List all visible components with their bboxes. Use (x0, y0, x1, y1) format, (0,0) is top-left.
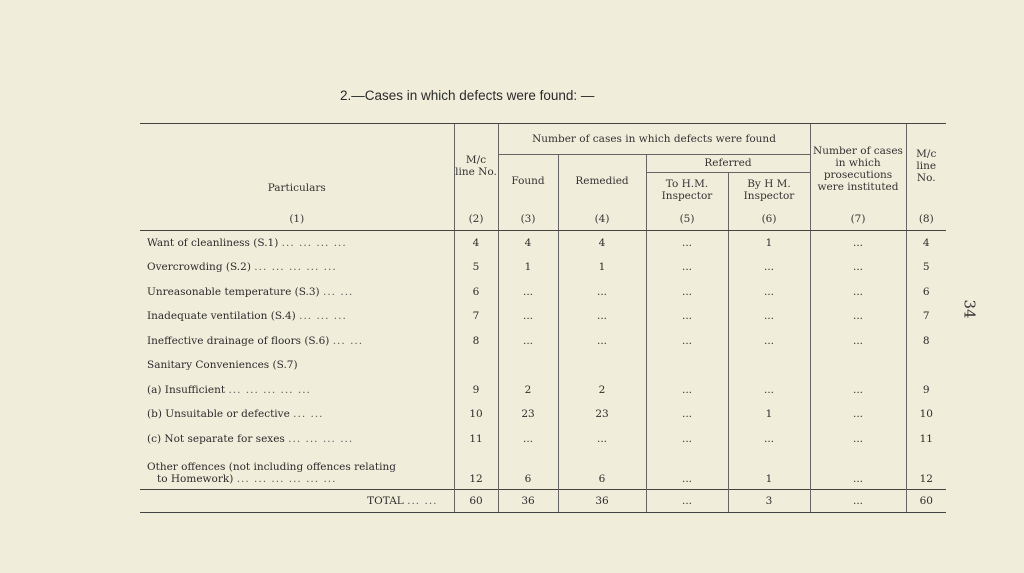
leader-dots: ... ... (293, 408, 324, 421)
cell-to-hm: ... (646, 451, 728, 490)
cell-to-hm: ... (646, 280, 728, 305)
header-mc-line-no-8: M/c line No. (906, 124, 946, 208)
cell-prosecutions (810, 353, 906, 378)
cell-found: 2 (498, 378, 558, 403)
table-row (140, 280, 946, 305)
cell-by-hm: ... (728, 280, 810, 305)
leader-dots: ... ... (407, 495, 438, 507)
cell-found: 23 (498, 402, 558, 427)
col-num-1: (1) (140, 208, 454, 230)
cell-found: ... (498, 329, 558, 354)
leader-dots: ... ... (323, 285, 354, 298)
col-num-5: (5) (646, 208, 728, 230)
cell-remedied: 36 (558, 490, 646, 513)
cell-mc8: 5 (906, 255, 946, 280)
col-num-4: (4) (558, 208, 646, 230)
defects-table (140, 123, 946, 513)
col-num-6: (6) (728, 208, 810, 230)
table-heading: 2.—Cases in which defects were found: — (340, 88, 595, 103)
total-label: TOTAL (367, 495, 404, 507)
cell-remedied: 23 (558, 402, 646, 427)
cell-prosecutions: ... (810, 304, 906, 329)
cell-prosecutions: ... (810, 329, 906, 354)
row-label: Unreasonable temperature (S.3) (147, 285, 320, 298)
col-num-7: (7) (810, 208, 906, 230)
table-row (140, 304, 946, 329)
cell-mc8: 4 (906, 230, 946, 255)
row-label: (b) Unsuitable or defective (147, 408, 290, 421)
cell-mc: 5 (454, 255, 498, 280)
table-row (140, 329, 946, 354)
row-label: (a) Insufficient (147, 383, 226, 396)
cell-mc: 8 (454, 329, 498, 354)
cell-prosecutions: ... (810, 490, 906, 513)
cell-remedied: 6 (558, 451, 646, 490)
cell-mc: 11 (454, 427, 498, 452)
cell-mc: 4 (454, 230, 498, 255)
cell-to-hm: ... (646, 255, 728, 280)
cell-mc8: 11 (906, 427, 946, 452)
cell-by-hm: ... (728, 304, 810, 329)
cell-by-hm (728, 353, 810, 378)
header-found: Found (498, 154, 558, 208)
table-row (140, 402, 946, 427)
table-row (140, 353, 946, 378)
cell-prosecutions: ... (810, 255, 906, 280)
row-label: (c) Not separate for sexes (147, 432, 285, 445)
cell-found (498, 353, 558, 378)
header-mc-line-no: M/c line No. (454, 124, 498, 208)
cell-by-hm: ... (728, 255, 810, 280)
table-row-other-offences (140, 451, 946, 490)
cell-to-hm: ... (646, 427, 728, 452)
cell-remedied: ... (558, 329, 646, 354)
leader-dots: ... ... ... ... (288, 432, 354, 445)
page-number: 34 (960, 299, 979, 319)
cell-to-hm: ... (646, 329, 728, 354)
header-prosecutions: Number of cases in which prosecutions were instituted (810, 124, 906, 208)
cell-mc8: 8 (906, 329, 946, 354)
cell-by-hm: 1 (728, 230, 810, 255)
cell-found: 6 (498, 451, 558, 490)
cell-mc8: 60 (906, 490, 946, 513)
cell-by-hm: 1 (728, 451, 810, 490)
col-num-3: (3) (498, 208, 558, 230)
row-label: Inadequate ventilation (S.4) (147, 310, 296, 323)
table-row (140, 427, 946, 452)
table-row (140, 230, 946, 255)
cell-found: 36 (498, 490, 558, 513)
cell-mc: 6 (454, 280, 498, 305)
table-row (140, 255, 946, 280)
cell-remedied: ... (558, 427, 646, 452)
cell-remedied: 1 (558, 255, 646, 280)
cell-prosecutions: ... (810, 402, 906, 427)
row-label: Overcrowding (S.2) (147, 261, 251, 274)
leader-dots: ... ... (332, 334, 364, 347)
cell-mc8: 10 (906, 402, 946, 427)
row-label-line1: Other offences (not including offences relating (147, 461, 396, 473)
cell-mc8 (906, 353, 946, 378)
leader-dots: ... ... ... ... ... ... (236, 473, 337, 485)
cell-to-hm: ... (646, 230, 728, 255)
row-label: Sanitary Conveniences (S.7) (147, 359, 298, 372)
cell-remedied: ... (558, 280, 646, 305)
cell-by-hm: ... (728, 329, 810, 354)
header-to-hm-inspector: To H.M. Inspector (646, 172, 728, 208)
cell-to-hm: ... (646, 304, 728, 329)
cell-to-hm: ... (646, 402, 728, 427)
header-by-hm-inspector: By H M. Inspector (728, 172, 810, 208)
cell-by-hm: 1 (728, 402, 810, 427)
cell-mc (454, 353, 498, 378)
header-referred: Referred (646, 154, 810, 172)
cell-mc8: 9 (906, 378, 946, 403)
cell-prosecutions: ... (810, 378, 906, 403)
cell-prosecutions: ... (810, 280, 906, 305)
header-remedied: Remedied (558, 154, 646, 208)
cell-remedied: ... (558, 304, 646, 329)
cell-to-hm: ... (646, 378, 728, 403)
cell-by-hm: 3 (728, 490, 810, 513)
cell-remedied: 2 (558, 378, 646, 403)
cell-prosecutions: ... (810, 427, 906, 452)
cell-found: ... (498, 280, 558, 305)
cell-remedied: 4 (558, 230, 646, 255)
cell-mc8: 6 (906, 280, 946, 305)
cell-remedied (558, 353, 646, 378)
cell-found: 1 (498, 255, 558, 280)
leader-dots: ... ... ... ... ... (228, 383, 311, 396)
leader-dots: ... ... ... (299, 310, 347, 323)
cell-by-hm: ... (728, 427, 810, 452)
cell-mc8: 12 (906, 451, 946, 490)
cell-found: 4 (498, 230, 558, 255)
col-num-2: (2) (454, 208, 498, 230)
cell-mc: 12 (454, 451, 498, 490)
cell-mc: 60 (454, 490, 498, 513)
cell-to-hm: ... (646, 490, 728, 513)
col-num-8: (8) (906, 208, 946, 230)
cell-mc: 10 (454, 402, 498, 427)
leader-dots: ... ... ... ... (281, 236, 347, 249)
cell-prosecutions: ... (810, 230, 906, 255)
cell-mc8: 7 (906, 304, 946, 329)
table-row-total (140, 490, 946, 513)
header-particulars: Particulars (267, 182, 326, 194)
cell-found: ... (498, 304, 558, 329)
cell-mc: 9 (454, 378, 498, 403)
cell-to-hm (646, 353, 728, 378)
cell-by-hm: ... (728, 378, 810, 403)
row-label-line2: to Homework) (157, 473, 234, 485)
table-row (140, 378, 946, 403)
row-label: Ineffective drainage of floors (S.6) (147, 334, 330, 347)
cell-found: ... (498, 427, 558, 452)
leader-dots: ... ... ... ... ... (254, 261, 337, 274)
row-label: Want of cleanliness (S.1) (147, 236, 279, 249)
cell-prosecutions: ... (810, 451, 906, 490)
cell-mc: 7 (454, 304, 498, 329)
header-number-of-cases: Number of cases in which defects were found (498, 124, 810, 154)
